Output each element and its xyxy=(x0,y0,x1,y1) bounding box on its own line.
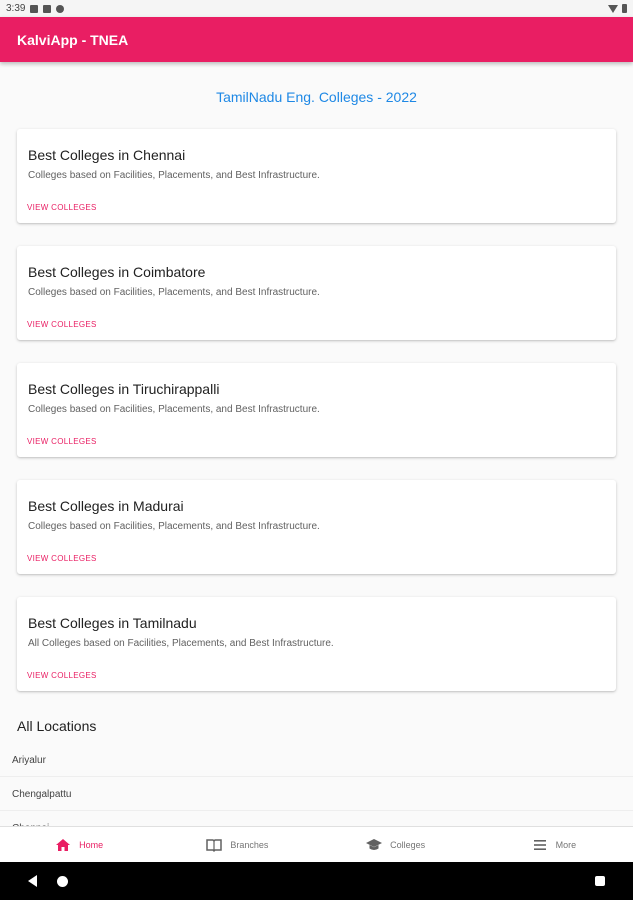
view-colleges-button[interactable]: VIEW COLLEGES xyxy=(27,320,97,329)
card-coimbatore xyxy=(17,246,616,340)
wifi-icon xyxy=(608,5,618,13)
bottom-navigation xyxy=(0,826,633,863)
nav-colleges[interactable] xyxy=(317,827,475,863)
card-madurai xyxy=(17,480,616,574)
nav-label: Home xyxy=(79,840,104,850)
nav-more[interactable] xyxy=(475,827,633,863)
location-item[interactable]: Ariyalur xyxy=(0,744,633,777)
status-bar xyxy=(0,0,633,17)
card-title: Best Colleges in Coimbatore xyxy=(28,264,206,280)
status-right xyxy=(608,4,627,13)
nav-label: Branches xyxy=(230,840,269,850)
card-subtitle: Colleges based on Facilities, Placements, and Best Infrastructure. xyxy=(28,521,320,532)
graduation-cap-icon xyxy=(366,838,382,852)
page-heading: TamilNadu Eng. Colleges - 2022 xyxy=(216,89,417,105)
nav-branches[interactable] xyxy=(158,827,316,863)
notification-icon xyxy=(30,5,38,13)
view-colleges-button[interactable]: VIEW COLLEGES xyxy=(27,203,97,212)
card-subtitle: Colleges based on Facilities, Placements, and Best Infrastructure. xyxy=(28,404,320,415)
app-bar xyxy=(0,17,633,62)
view-colleges-button[interactable]: VIEW COLLEGES xyxy=(27,671,97,680)
nav-label: Colleges xyxy=(390,840,426,850)
card-tiruchirappalli xyxy=(17,363,616,457)
card-subtitle: Colleges based on Facilities, Placements, and Best Infrastructure. xyxy=(28,287,320,298)
status-left xyxy=(6,3,64,14)
book-icon xyxy=(206,838,222,852)
system-navigation-bar xyxy=(0,862,633,900)
card-subtitle: All Colleges based on Facilities, Placements, and Best Infrastructure. xyxy=(28,638,334,649)
app-title: KalviApp - TNEA xyxy=(17,31,129,48)
card-title: Best Colleges in Tamilnadu xyxy=(28,615,197,631)
home-icon xyxy=(55,838,71,852)
sim-icon xyxy=(43,5,51,13)
recents-icon[interactable] xyxy=(595,876,605,886)
menu-icon xyxy=(532,838,548,852)
main-content xyxy=(0,62,633,826)
card-chennai xyxy=(17,129,616,223)
card-title: Best Colleges in Madurai xyxy=(28,498,184,514)
card-title: Best Colleges in Chennai xyxy=(28,147,186,163)
all-locations-title: All Locations xyxy=(17,718,97,734)
nav-home[interactable] xyxy=(0,827,158,863)
nav-label: More xyxy=(555,840,577,850)
status-time: 3:39 xyxy=(6,3,26,14)
battery-icon xyxy=(622,4,627,13)
card-subtitle: Colleges based on Facilities, Placements, and Best Infrastructure. xyxy=(28,170,320,181)
location-item[interactable]: Chengalpattu xyxy=(0,778,633,811)
card-title: Best Colleges in Tiruchirappalli xyxy=(28,381,220,397)
back-icon[interactable] xyxy=(28,875,37,887)
view-colleges-button[interactable]: VIEW COLLEGES xyxy=(27,554,97,563)
view-colleges-button[interactable]: VIEW COLLEGES xyxy=(27,437,97,446)
system-home-icon[interactable] xyxy=(57,876,68,887)
sync-icon xyxy=(56,5,64,13)
card-tamilnadu xyxy=(17,597,616,691)
